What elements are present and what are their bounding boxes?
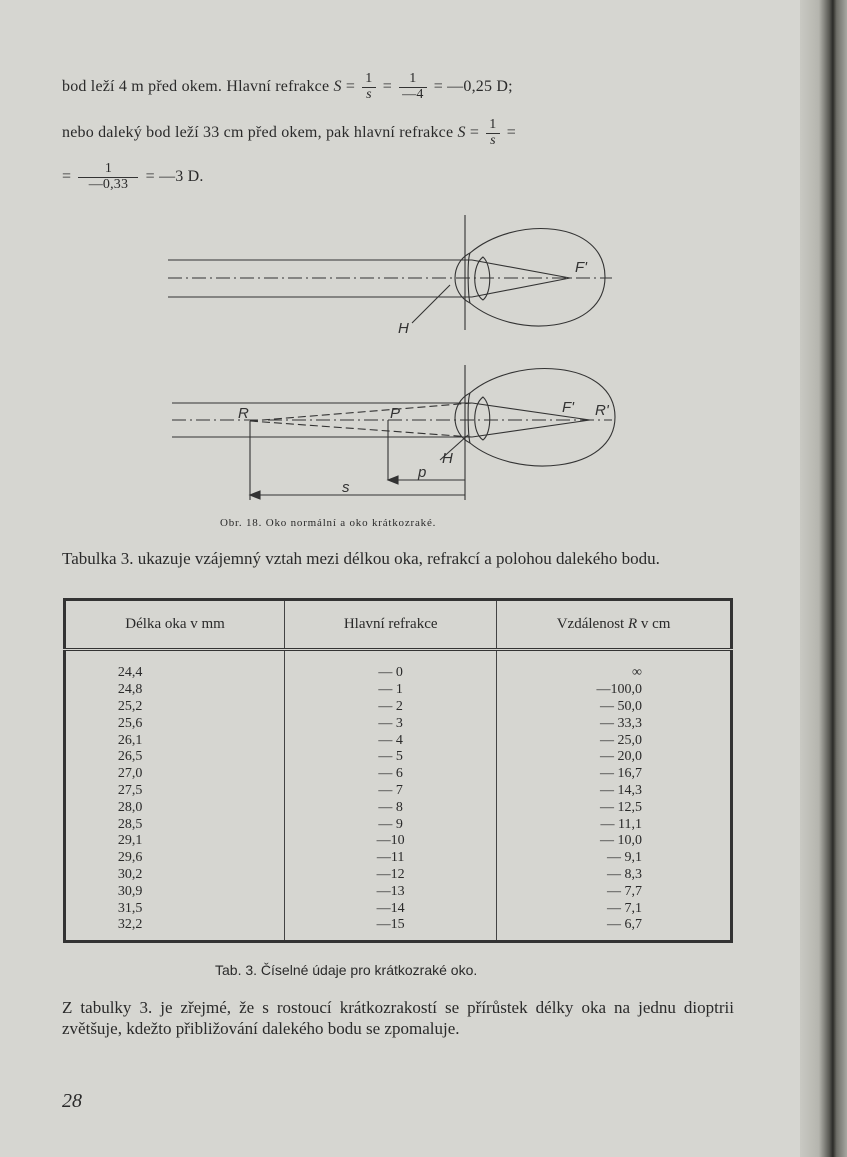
label-p-lower: p [418, 464, 427, 481]
table-row [65, 867, 732, 884]
table-row [65, 715, 732, 732]
table-row [65, 766, 732, 783]
cell-eye-length: 25,2 [65, 699, 285, 716]
text-line-3: = $\frac{1}{—0,33}$ = —3 D. [62, 161, 204, 192]
conclusion-paragraph: Z tabulky 3. je zřejmé, že s rostoucí krátkozrakostí se přírůstek délky oka na jednu dioptrii zvětšuje, kdežto přibližování dalekého bodu se zpomaluje. [62, 998, 734, 1038]
cell-eye-length: 26,1 [65, 732, 285, 749]
cell-refraction: — 0 [285, 650, 497, 682]
book-spine-shadow [800, 0, 847, 1157]
table-row [65, 699, 732, 716]
cell-eye-length: 27,5 [65, 783, 285, 800]
cell-distance: — 50,0 [600, 698, 642, 714]
normal-eye-globe [468, 229, 605, 326]
table-row [65, 816, 732, 833]
fraction-1-over-s: $\frac{1}{s}$ [362, 72, 375, 102]
label-h-1: H [398, 320, 409, 337]
fraction-1-over-minus-033: $\frac{1}{—0,33}$ [78, 162, 138, 192]
cell-refraction: — 6 [285, 766, 497, 783]
h-pointer [412, 285, 450, 323]
data-table [63, 598, 733, 943]
cell-eye-length: 29,6 [65, 850, 285, 867]
table-row [65, 732, 732, 749]
table-caption: Tab. 3. Číselné údaje pro krátkozraké oko. [215, 962, 478, 978]
table-row [65, 833, 732, 850]
label-s: s [342, 479, 350, 496]
table-row [65, 850, 732, 867]
table-row [65, 917, 732, 941]
cell-eye-length: 24,4 [65, 650, 285, 682]
cell-distance: — 7,7 [607, 883, 642, 899]
cell-eye-length: 28,5 [65, 816, 285, 833]
s-arrowhead [250, 491, 260, 499]
label-r-prime: R' [595, 402, 609, 419]
cell-distance: — 25,0 [600, 732, 642, 748]
text-line-2: nebo daleký bod leží 33 cm před okem, pak hlavní refrakce S = $\frac{1}{s}$ = [62, 117, 516, 148]
header-distance: Vzdálenost R v cm [497, 600, 732, 650]
eye-diagram [150, 215, 630, 515]
cell-refraction: — 3 [285, 715, 497, 732]
label-r: R [238, 405, 249, 422]
label-h-2: H [442, 450, 453, 467]
cell-refraction: —10 [285, 833, 497, 850]
table-body [65, 650, 732, 942]
fraction-1-over-minus-4: $\frac{1}{—4}$ [399, 72, 426, 102]
cell-distance: ∞ [632, 665, 642, 681]
table-row [65, 900, 732, 917]
fraction-1-over-s-2: $\frac{1}{s}$ [486, 118, 499, 148]
cell-distance: — 9,1 [607, 850, 642, 866]
cell-distance: — 8,3 [607, 866, 642, 882]
myopic-dash-1 [250, 403, 472, 421]
myopic-dash-2 [250, 421, 472, 437]
cell-eye-length: 28,0 [65, 799, 285, 816]
cell-refraction: — 5 [285, 749, 497, 766]
intro-paragraph: Tabulka 3. ukazuje vzájemný vztah mezi délkou oka, refrakcí a polohou dalekého bodu. [62, 549, 660, 568]
label-p-upper: P [390, 405, 401, 422]
cell-refraction: — 4 [285, 732, 497, 749]
table-row [65, 799, 732, 816]
header-eye-length: Délka oka v mm [65, 600, 285, 650]
cell-refraction: —14 [285, 900, 497, 917]
cell-distance: — 16,7 [600, 766, 642, 782]
page-number: 28 [62, 1090, 82, 1112]
cell-distance: —100,0 [596, 682, 642, 698]
header-refraction: Hlavní refrakce [285, 600, 497, 650]
cell-eye-length: 26,5 [65, 749, 285, 766]
cell-refraction: — 8 [285, 799, 497, 816]
cell-eye-length: 29,1 [65, 833, 285, 850]
cell-distance: — 6,7 [607, 917, 642, 933]
cell-eye-length: 24,8 [65, 682, 285, 699]
table-row [65, 783, 732, 800]
cell-eye-length: 30,9 [65, 883, 285, 900]
cell-distance: — 10,0 [600, 833, 642, 849]
p-arrowhead [388, 476, 398, 484]
cell-distance: — 20,0 [600, 749, 642, 765]
cell-distance: — 12,5 [600, 799, 642, 815]
cell-refraction: —15 [285, 917, 497, 941]
cell-refraction: — 9 [285, 816, 497, 833]
ray-bottom-converge [472, 278, 570, 297]
text-line-1: bod leží 4 m před okem. Hlavní refrakce S = $\frac{1}{s}$ = $\frac{1}{—4}$ = —0,25 D; [62, 71, 513, 102]
label-f-prime-1: F' [575, 259, 588, 276]
cell-distance: — 33,3 [600, 715, 642, 731]
cell-eye-length: 25,6 [65, 715, 285, 732]
ray-top-converge [472, 260, 570, 278]
figure-caption: Obr. 18. Oko normální a oko krátkozraké. [220, 517, 437, 529]
cell-eye-length: 32,2 [65, 917, 285, 941]
cell-refraction: —12 [285, 867, 497, 884]
cell-refraction: —13 [285, 883, 497, 900]
table-row [65, 749, 732, 766]
table-row [65, 650, 732, 682]
label-f-prime-2: F' [562, 399, 575, 416]
cell-refraction: — 7 [285, 783, 497, 800]
cell-distance: — 11,1 [600, 816, 642, 832]
table-row [65, 682, 732, 699]
cell-eye-length: 30,2 [65, 867, 285, 884]
cell-distance: — 7,1 [607, 900, 642, 916]
cell-eye-length: 31,5 [65, 900, 285, 917]
cell-refraction: — 2 [285, 699, 497, 716]
cell-distance: — 14,3 [600, 782, 642, 798]
cell-refraction: — 1 [285, 682, 497, 699]
cell-refraction: —11 [285, 850, 497, 867]
table-row [65, 883, 732, 900]
cell-eye-length: 27,0 [65, 766, 285, 783]
